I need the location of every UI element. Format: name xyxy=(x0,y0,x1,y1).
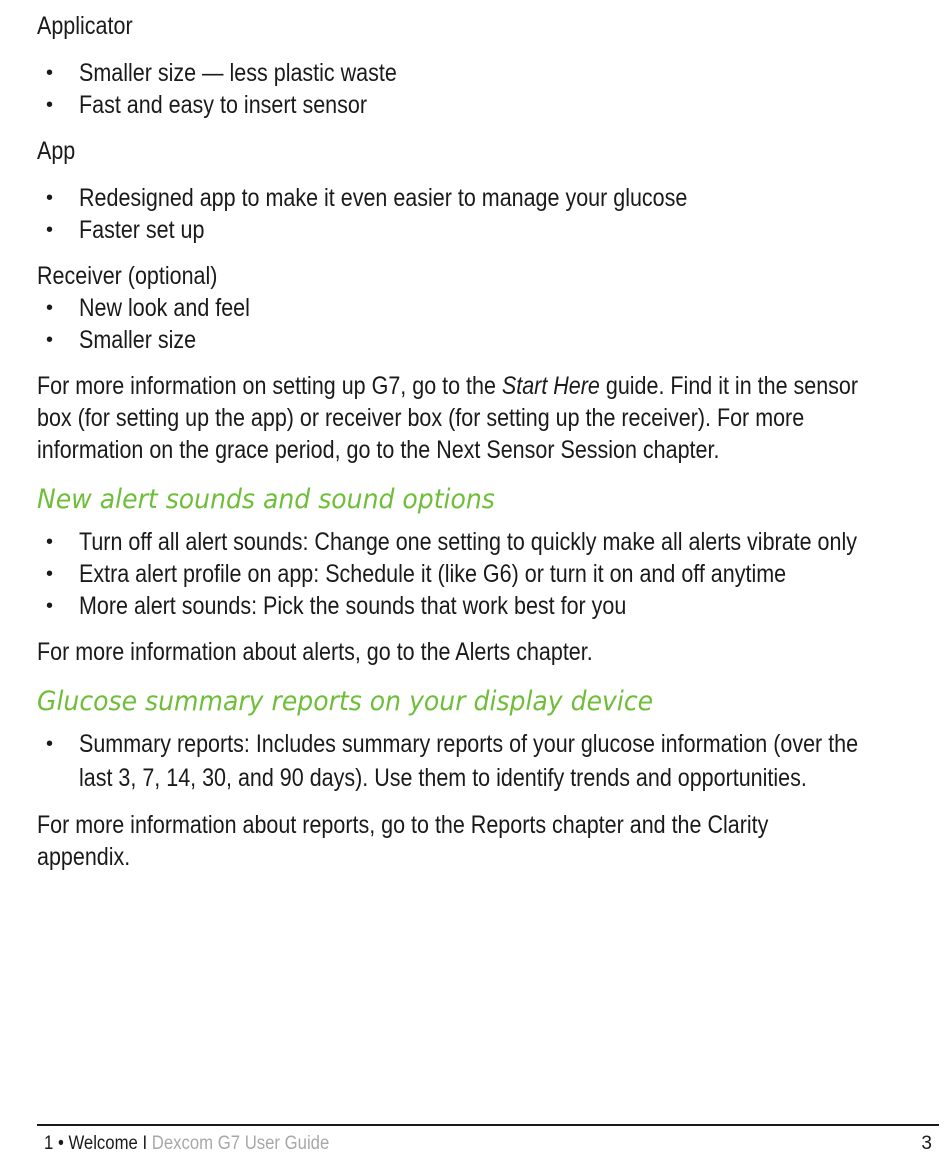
reports-heading: Glucose summary reports on your display device xyxy=(37,686,654,717)
list-item-text: Smaller size — less plastic waste xyxy=(79,59,397,87)
bullet-icon: • xyxy=(46,595,54,617)
list-item-text: Faster set up xyxy=(79,216,205,244)
reports-paragraph-line: appendix. xyxy=(37,843,131,871)
text-run: For more information on setting up G7, go to the xyxy=(37,372,502,400)
footer-divider xyxy=(37,1124,939,1126)
list-item-text: More alert sounds: Pick the sounds that work best for you xyxy=(79,592,627,620)
list-item-text: Fast and easy to insert sensor xyxy=(79,91,368,119)
start-here-guide-title: Start Here xyxy=(501,372,600,400)
list-item-text: New look and feel xyxy=(79,294,250,322)
footer-separator: I xyxy=(137,1133,152,1154)
setup-paragraph-line xyxy=(37,370,858,402)
app-title: App xyxy=(37,137,76,165)
list-item-text: last 3, 7, 14, 30, and 90 days). Use them to identify trends and opportunities. xyxy=(79,764,807,792)
footer-guide-title: Dexcom G7 User Guide xyxy=(151,1133,330,1154)
alerts-heading: New alert sounds and sound options xyxy=(37,484,495,515)
bullet-icon: • xyxy=(46,62,54,84)
list-item-text: Turn off all alert sounds: Change one setting to quickly make all alerts vibrate only xyxy=(79,528,858,556)
bullet-icon: • xyxy=(46,297,54,319)
list-item-text: Extra alert profile on app: Schedule it (like G6) or turn it on and off anytime xyxy=(79,560,787,588)
bullet-icon: • xyxy=(46,733,54,755)
list-item-text: Summary reports: Includes summary reports of your glucose information (over the xyxy=(79,730,859,758)
bullet-icon: • xyxy=(46,563,54,585)
alerts-paragraph: For more information about alerts, go to the Alerts chapter. xyxy=(37,638,593,666)
receiver-title: Receiver (optional) xyxy=(37,262,218,290)
footer-chapter: 1 • Welcome xyxy=(44,1133,138,1154)
bullet-icon: • xyxy=(46,94,54,116)
list-item-text: Redesigned app to make it even easier to manage your glucose xyxy=(79,184,688,212)
bullet-icon: • xyxy=(46,329,54,351)
setup-paragraph-line: information on the grace period, go to the Next Sensor Session chapter. xyxy=(37,436,720,464)
page-footer xyxy=(44,1132,329,1156)
bullet-icon: • xyxy=(46,219,54,241)
text-run: guide. Find it in the sensor xyxy=(599,372,859,400)
bullet-icon: • xyxy=(46,187,54,209)
list-item-text: Smaller size xyxy=(79,326,197,354)
page-number: 3 xyxy=(921,1133,932,1154)
bullet-icon: • xyxy=(46,531,54,553)
applicator-title: Applicator xyxy=(37,12,133,40)
setup-paragraph-line: box (for setting up the app) or receiver box (for setting up the receiver). For more xyxy=(37,404,805,432)
reports-paragraph-line: For more information about reports, go to the Reports chapter and the Clarity xyxy=(37,811,769,839)
